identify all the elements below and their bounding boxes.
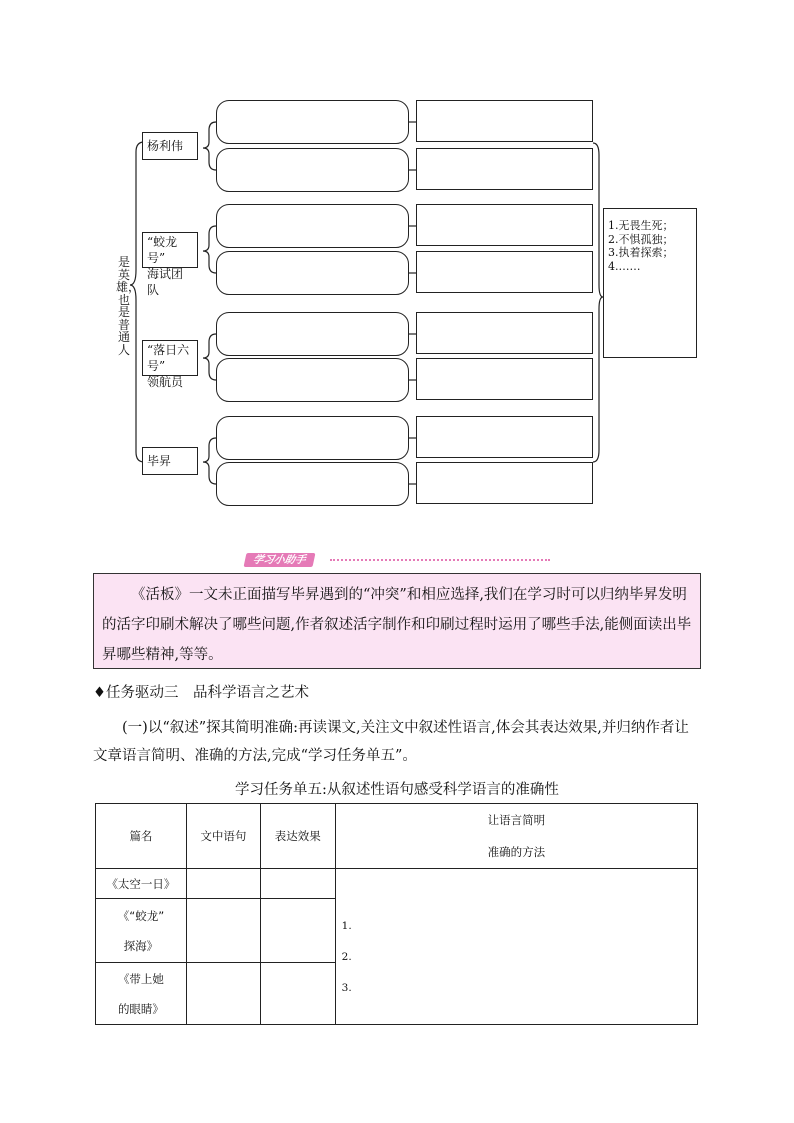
blank-rounded-box[interactable]	[216, 148, 409, 192]
helper-divider	[330, 559, 550, 565]
title-line: 探海》	[123, 938, 159, 953]
title-line: 《带上她	[117, 971, 164, 986]
table-header-row	[96, 804, 698, 869]
title-cell	[96, 899, 187, 963]
header-cell: 表达效果	[260, 804, 335, 869]
title-line: 《“蛟龙”	[117, 908, 165, 923]
task-heading: ♦任务驱动三 品科学语言之艺术	[93, 685, 309, 701]
method-cell[interactable]	[335, 869, 697, 1025]
blank-square-box[interactable]	[416, 204, 593, 246]
group-label-text: 杨利伟	[147, 139, 184, 153]
input-cell[interactable]	[260, 869, 335, 899]
mindmap-vertical-title: 是英雄，也是普通人	[116, 255, 141, 357]
blank-square-box[interactable]	[416, 312, 593, 354]
input-cell[interactable]	[260, 899, 335, 963]
blank-rounded-box[interactable]	[216, 100, 409, 144]
blank-square-box[interactable]	[416, 462, 593, 504]
header-cell: 篇名	[96, 804, 187, 869]
header-cell: 文中语句	[186, 804, 260, 869]
blank-square-box[interactable]	[416, 148, 593, 190]
input-cell[interactable]	[260, 963, 335, 1025]
title-cell: 《太空一日》	[96, 869, 187, 899]
title-line: 的眼睛》	[117, 1001, 164, 1016]
input-cell[interactable]	[186, 899, 260, 963]
helper-label: 学习小助手	[244, 553, 315, 567]
blank-rounded-box[interactable]	[216, 251, 409, 295]
answer-list-box	[603, 208, 697, 358]
step-item: 1.	[341, 920, 352, 932]
answer-item: 1.无畏生死；	[608, 219, 674, 232]
header-cell	[335, 804, 697, 869]
group-label-yangliwei	[142, 132, 198, 160]
blank-rounded-box[interactable]	[216, 358, 409, 402]
input-cell[interactable]	[186, 869, 260, 899]
table-title: 学习任务单五:从叙述性语句感受科学语言的准确性	[235, 782, 559, 798]
answer-item: 4.……	[608, 259, 641, 273]
blank-square-box[interactable]	[416, 416, 593, 458]
group-label-luori	[142, 340, 198, 389]
blank-rounded-box[interactable]	[216, 462, 409, 506]
task-table	[95, 803, 698, 1025]
blank-square-box[interactable]	[416, 251, 593, 293]
task-paragraph: (一)以“叙述”探其简明准确:再读课文,关注文中叙述性语言,体会其表达效果,并归纳作者让文章语言简明、准确的方法,完成“学习任务单五”。	[93, 720, 689, 764]
blank-rounded-box[interactable]	[216, 204, 409, 248]
table-row	[96, 869, 698, 899]
answer-item: 3.执着探索；	[608, 246, 674, 259]
group-label-text: 毕昇	[147, 454, 172, 468]
title-cell	[96, 963, 187, 1025]
group-label-text: “蛟龙号”	[147, 235, 178, 265]
group-label-text: 海试团队	[147, 267, 184, 297]
group-label-jiaolong	[142, 232, 198, 297]
header-line: 让语言简明	[487, 813, 546, 827]
blank-square-box[interactable]	[416, 100, 593, 142]
step-item: 3.	[341, 982, 352, 994]
helper-text: 《活板》一文未正面描写毕昇遇到的“冲突”和相应选择,我们在学习时可以归纳毕昇发明的活字印刷术解决了哪些问题,作者叙述活字制作和印刷过程时运用了哪些手法,能侧面读出毕昇哪些精神,等等。	[93, 573, 701, 669]
input-cell[interactable]	[186, 963, 260, 1025]
blank-rounded-box[interactable]	[216, 416, 409, 460]
group-label-text: “落日六号”	[147, 343, 190, 373]
header-line: 准确的方法	[487, 845, 546, 859]
step-item: 2.	[341, 951, 352, 963]
group-label-bisheng	[142, 447, 198, 475]
blank-square-box[interactable]	[416, 358, 593, 400]
blank-rounded-box[interactable]	[216, 312, 409, 356]
answer-item: 2.不惧孤独；	[608, 232, 674, 246]
group-label-text: 领航员	[147, 375, 184, 389]
